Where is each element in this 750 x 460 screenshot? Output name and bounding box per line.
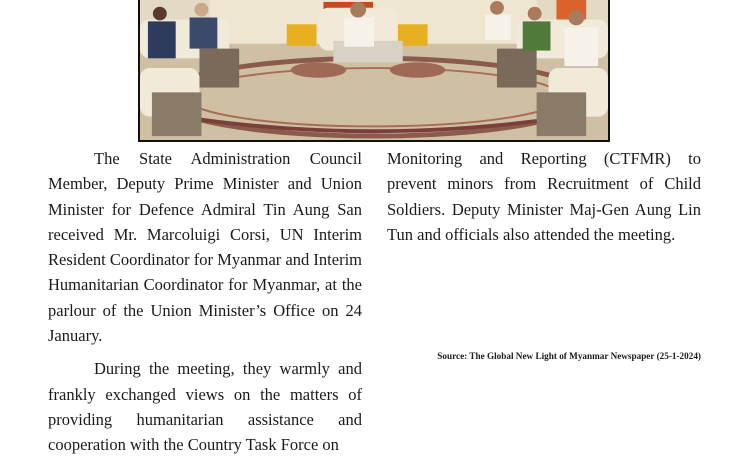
meeting-photo — [138, 0, 610, 142]
article-paragraph-2-continued: Monitoring and Reporting (CTFMR) to prevent minors from Recruitment of Child Soldiers. Deputy Minister Maj-Gen Aung Lin Tun and officials also attended the meeting. — [387, 149, 701, 244]
article-paragraph-1: The State Administration Council Member, Deputy Prime Minister and Union Minister for Defence Admiral Tin Aung San received Mr. Marcoluigi Corsi, UN Interim Resident Coordinator for Myanmar and Interim Humanitarian Coordinator for Myanmar, at the parlour of the Union Minister’s Office on 24 January. — [48, 149, 362, 346]
source-credit: Source: The Global New Light of Myanmar Newspaper (25-1-2024) — [437, 351, 701, 361]
article-column-right — [387, 146, 701, 247]
article-column-left — [48, 146, 362, 458]
meeting-photo-illustration — [140, 0, 608, 140]
article-paragraph-2: During the meeting, they warmly and frankly exchanged views on the matters of providing humanitarian assistance and cooperation with the Country Task Force on — [48, 359, 362, 455]
